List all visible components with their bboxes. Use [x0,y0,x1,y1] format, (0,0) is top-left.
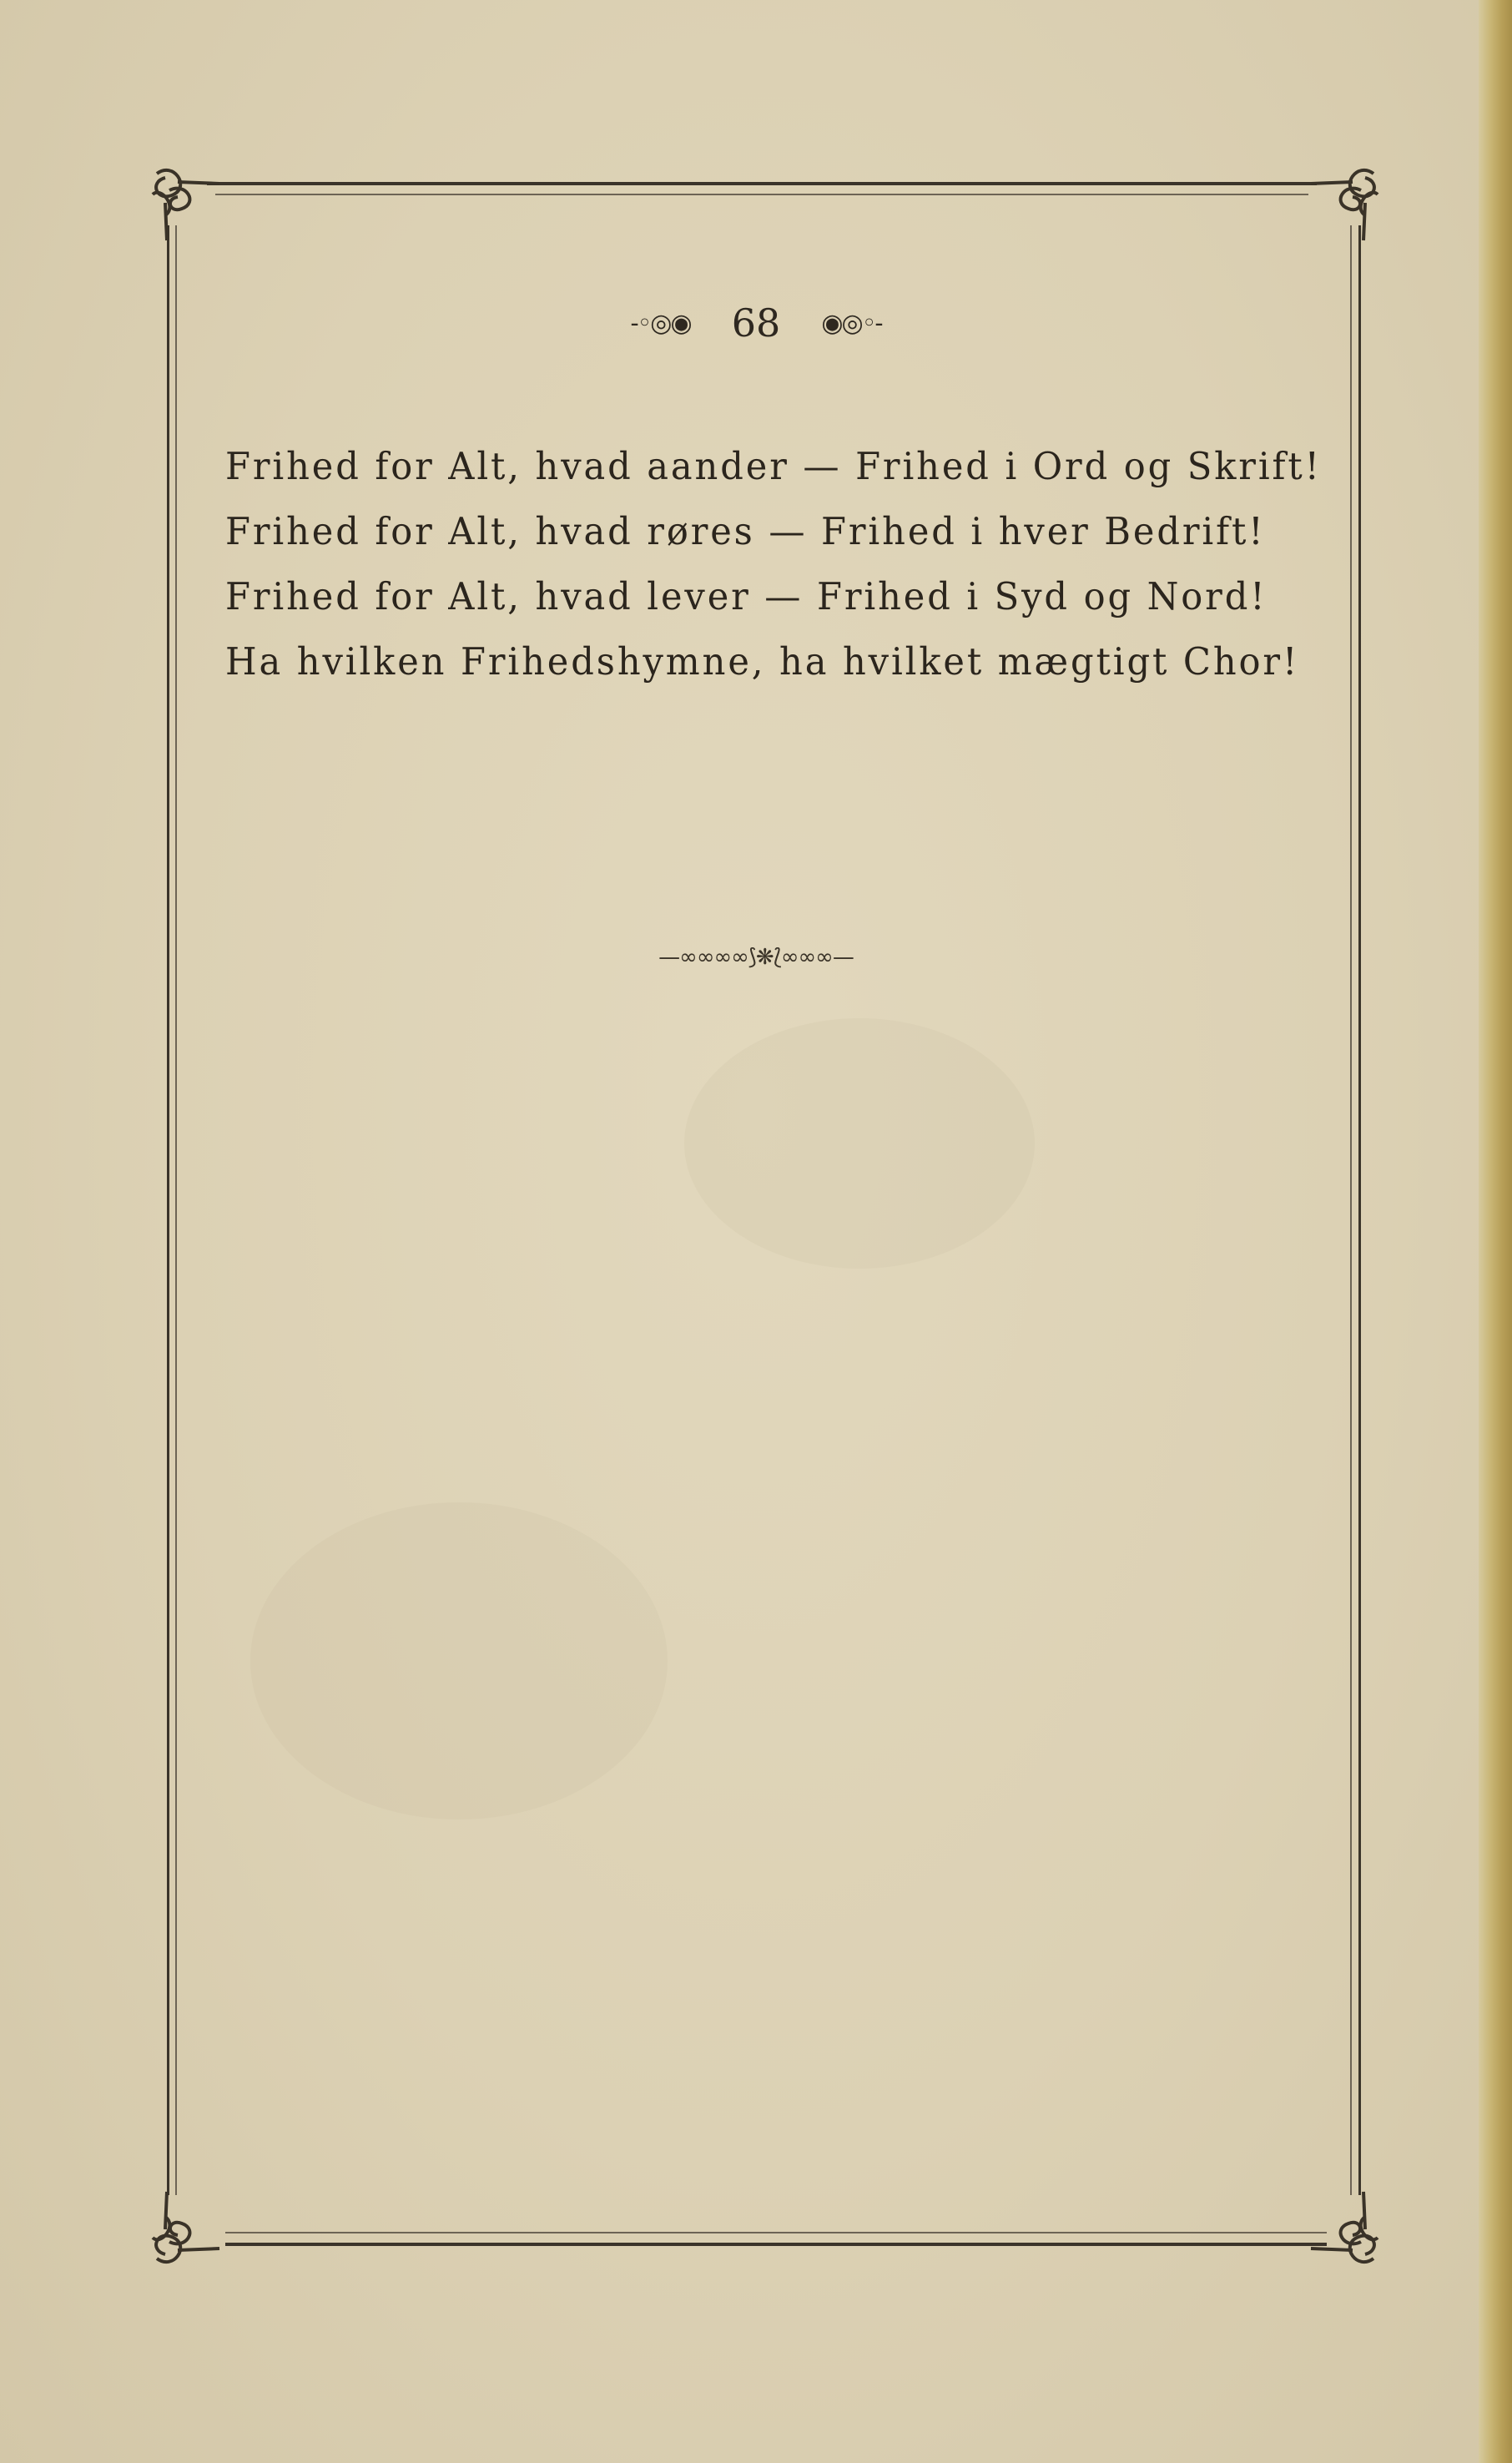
poem-line: Frihed for Alt, hvad aander — Frihed i Ord og Skrift! [225,444,1322,488]
frame-bottom-inner-border [225,2232,1327,2233]
poem-line: Ha hvilken Frihedshymne, ha hvilket mægtigt Chor! [225,639,1300,684]
paper-stain [684,1018,1035,1269]
frame-right-border [1358,225,1361,2195]
floral-divider-icon: —∞∞∞∞⟆❋⟅∞∞∞— [658,945,854,970]
frame-top-border [207,182,1317,185]
frame-right-inner-border [1350,225,1352,2195]
celtic-knot-corner-icon [1298,157,1390,249]
page-number: 68 [731,300,781,346]
celtic-knot-corner-icon [140,2183,232,2275]
celtic-knot-corner-icon [1298,2183,1390,2275]
frame-top-inner-border [215,194,1308,195]
scroll-flourish-icon: ◉◎◦- [821,308,882,338]
scroll-flourish-icon: -◦◎◉ [630,308,691,338]
celtic-knot-corner-icon [140,157,232,249]
paper-stain [250,1502,668,1819]
page-edge [1479,0,1512,2463]
page-header [0,300,1512,346]
poem-stanza [225,434,1343,694]
frame-left-inner-border [175,225,177,2195]
poem-line: Frihed for Alt, hvad lever — Frihed i Syd og Nord! [225,574,1268,618]
poem-line: Frihed for Alt, hvad røres — Frihed i hver Bedrift! [225,509,1266,553]
frame-bottom-border [225,2243,1327,2246]
frame-left-border [167,225,169,2195]
